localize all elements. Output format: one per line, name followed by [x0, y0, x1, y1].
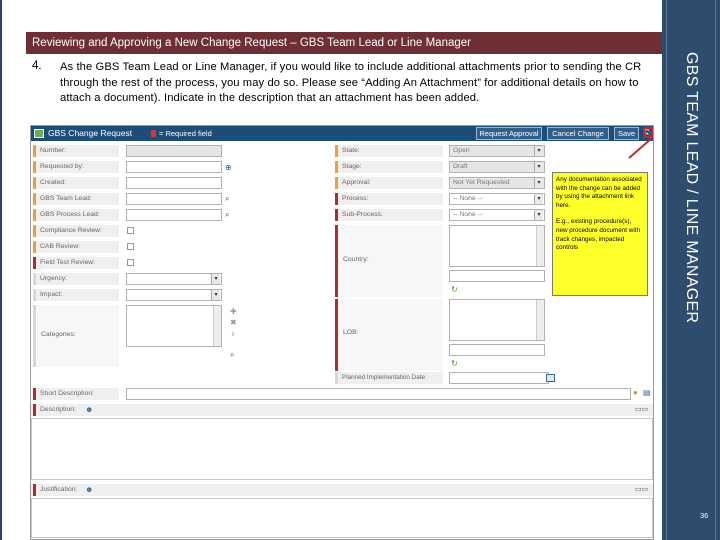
country-search-field[interactable]	[449, 270, 545, 282]
requested-by-field[interactable]	[126, 161, 222, 173]
justification-textarea[interactable]	[31, 498, 653, 538]
page-number: 36	[700, 511, 709, 520]
label-country: Country:	[343, 256, 369, 263]
categories-list[interactable]	[126, 305, 222, 347]
unlock-icon[interactable]: ♁	[230, 329, 236, 338]
attachment-callout	[552, 172, 648, 296]
attachment-icon[interactable]: ⎘	[643, 128, 651, 138]
gbs-team-lead-field[interactable]	[126, 193, 222, 205]
state-select[interactable]: Open ▾	[449, 145, 545, 157]
form-header	[31, 126, 653, 141]
planned-implementation-date-field[interactable]	[449, 372, 549, 384]
field-test-review-checkbox[interactable]	[127, 259, 134, 266]
label-compliance-review: Compliance Review:	[33, 225, 119, 237]
label-process: Process:	[335, 193, 443, 205]
label-impact: Impact:	[33, 289, 119, 301]
step-instructions: As the GBS Team Lead or Line Manager, if you would like to include additional attachments prior to sending the CR through the rest of the process, you may do so. Please see “Adding An Attachment” for additional details on how to attach a document). Indicate in the description that an attachment has been added.	[60, 61, 642, 104]
required-legend-text: = Required field	[159, 129, 212, 138]
label-urgency: Urgency:	[33, 273, 119, 285]
label-planned-implementation-date: Planned Implementation Date:	[335, 372, 443, 384]
attachment-highlight-box	[643, 127, 653, 138]
label-short-description: Short Description:	[33, 388, 119, 400]
process-select[interactable]: -- None -- ▾	[449, 193, 545, 205]
lob-search-field[interactable]	[449, 344, 545, 356]
resize-icon[interactable]: ▭▭	[635, 406, 649, 413]
gbs-process-lead-field[interactable]	[126, 209, 222, 221]
form-icon	[34, 129, 44, 138]
label-requested-by: Requested by:	[33, 161, 119, 173]
required-legend	[151, 126, 212, 141]
refresh-icon[interactable]: ↻	[451, 285, 458, 294]
remove-item-icon[interactable]: ✖	[230, 318, 237, 327]
label-state: State:	[335, 145, 443, 157]
description-bar	[31, 404, 653, 416]
callout-text-1: Any documentation associated with the change can be added by using the attachment link here.	[556, 176, 642, 209]
search-icon[interactable]: ⌕	[225, 194, 230, 203]
cab-review-checkbox[interactable]	[127, 243, 134, 250]
search-icon[interactable]: ⌕	[225, 210, 230, 219]
lob-list[interactable]	[449, 299, 545, 341]
impact-select[interactable]	[126, 289, 222, 301]
label-stage: Stage:	[335, 161, 443, 173]
slide-title: Reviewing and Approving a New Change Request – GBS Team Lead or Line Manager	[26, 32, 662, 54]
label-gbs-process-lead: GBS Process Lead:	[33, 209, 119, 221]
approval-select[interactable]: Not Yet Requested ▾	[449, 177, 545, 189]
label-cab-review: CAB Review:	[33, 241, 119, 253]
user-lookup-icon[interactable]: ⊕	[225, 163, 232, 172]
label-sub-process: Sub-Process:	[335, 209, 443, 221]
urgency-select[interactable]	[126, 273, 222, 285]
created-field[interactable]	[126, 177, 222, 189]
sub-process-select[interactable]: -- None -- ▾	[449, 209, 545, 221]
book-icon[interactable]: ▤	[643, 388, 651, 397]
stage-select[interactable]: Draft ▾	[449, 161, 545, 173]
label-justification: Justification:	[33, 484, 89, 496]
label-gbs-team-lead: GBS Team Lead:	[33, 193, 119, 205]
side-title: GBS TEAM LEAD / LINE MANAGER	[683, 51, 700, 324]
save-button[interactable]: Save	[614, 127, 639, 140]
country-list[interactable]	[449, 225, 545, 267]
description-textarea[interactable]	[31, 418, 653, 480]
callout-text-2: E.g., existing procedure(s), new procedure document with track changes, impacted controls	[556, 218, 641, 252]
add-item-icon[interactable]: ✚	[230, 307, 237, 316]
number-field	[126, 145, 222, 157]
request-approval-button[interactable]: Request Approval	[476, 127, 542, 140]
resize-icon[interactable]: ▭▭	[635, 486, 649, 493]
step-number: 4.	[32, 60, 42, 72]
label-created: Created:	[33, 177, 119, 189]
spellcheck-icon[interactable]: ☻	[85, 405, 94, 414]
search-icon[interactable]: ⌕	[230, 350, 235, 359]
slide-left-rule	[0, 0, 2, 540]
required-marker-icon	[151, 130, 156, 137]
justification-bar	[31, 484, 653, 496]
refresh-icon[interactable]: ↻	[451, 359, 458, 368]
short-description-field[interactable]	[126, 388, 631, 400]
label-lob: LOB:	[343, 329, 359, 336]
label-field-test-review: Field Test Review:	[33, 257, 119, 269]
label-categories: Categories:	[41, 331, 76, 338]
label-description: Description:	[33, 404, 89, 416]
label-number: Number:	[33, 145, 119, 157]
lightbulb-icon[interactable]: ●	[633, 388, 638, 397]
cancel-change-button[interactable]: Cancel Change	[547, 127, 609, 140]
form-title: GBS Change Request	[48, 128, 133, 138]
label-approval: Approval:	[335, 177, 443, 189]
compliance-review-checkbox[interactable]	[127, 227, 134, 234]
spellcheck-icon[interactable]: ☻	[85, 485, 94, 494]
calendar-icon[interactable]	[546, 374, 555, 382]
